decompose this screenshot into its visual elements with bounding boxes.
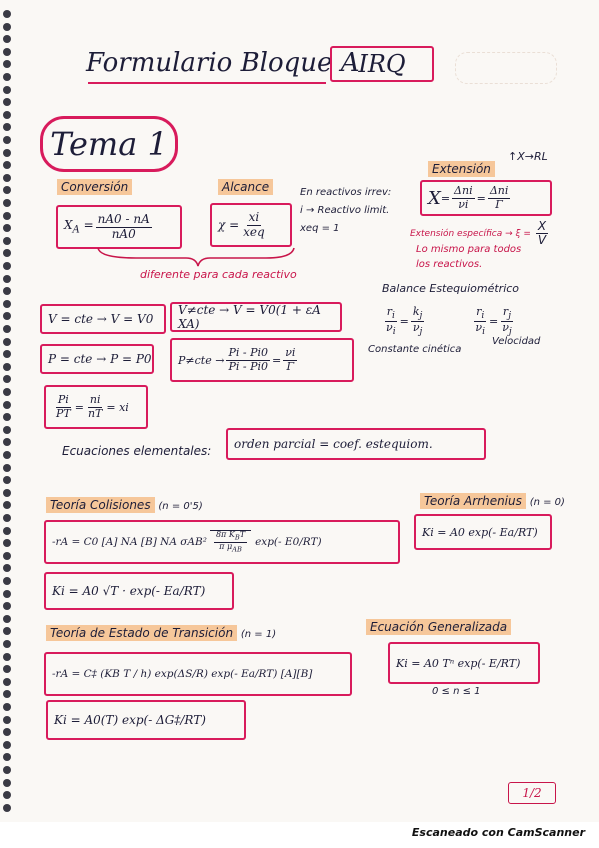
- underbrace: [96, 246, 296, 268]
- spiral-ring: [3, 123, 11, 131]
- pressure-const-text: P = cte → P = P0: [48, 352, 152, 366]
- spiral-ring: [3, 627, 11, 635]
- generalizada-box: [388, 642, 540, 684]
- conversion-denominator: nA0: [111, 226, 136, 241]
- spiral-ring: [3, 275, 11, 283]
- transicion-k-text: Ki = A0(T) exp(- ΔG‡/RT): [54, 713, 206, 727]
- tema-text: Tema 1: [50, 125, 168, 163]
- conversion-label: Conversión: [57, 180, 132, 194]
- title-underline: [88, 82, 326, 84]
- volume-var-box: [170, 302, 342, 332]
- arrhenius-label: Teoría Arrhenius (n = 0): [420, 494, 565, 508]
- alcance-label: Alcance: [218, 180, 273, 194]
- spiral-ring: [3, 501, 11, 509]
- balance-formulas: $\frac{r_i}{\nu_i}$ = $\frac{k_j}{\nu_j}$ $\frac{r_i}{\nu_i}$ = $\frac{r_j}{\nu_j}$: [386, 305, 512, 338]
- spiral-ring: [3, 741, 11, 749]
- conversion-box: $X_A$ = $\frac{nA0 - nA}{nA0}$: [56, 205, 182, 249]
- spiral-ring: [3, 287, 11, 295]
- tema-heading: [40, 116, 178, 172]
- page-title: [86, 48, 359, 78]
- balance-right-caption: Velocidad: [492, 336, 541, 347]
- alcance-numerator: xi: [248, 210, 260, 225]
- transicion-k-box: [46, 700, 246, 740]
- spiral-ring: [3, 653, 11, 661]
- balance-left-caption: Constante cinética: [368, 344, 462, 355]
- conversion-note: diferente para cada reactivo: [140, 268, 297, 281]
- colisiones-k-box: [44, 572, 234, 610]
- spiral-ring: [3, 564, 11, 572]
- volume-var-text: V≠cte → V = V0(1 + εA XA): [178, 303, 321, 331]
- extension-label: Extensión: [428, 162, 495, 176]
- irreversible-note: En reactivos irrev: i → Reactivo limit. xeq = 1: [300, 187, 392, 234]
- spiral-ring: [3, 539, 11, 547]
- spiral-ring: [3, 464, 11, 472]
- alcance-denominator: xeq: [243, 224, 265, 239]
- spiral-ring: [3, 791, 11, 799]
- spiral-ring: [3, 678, 11, 686]
- spiral-ring: [3, 716, 11, 724]
- arrhenius-k-text: Ki = A0 exp(- Ea/RT): [422, 525, 538, 539]
- pressure-const-box: [40, 344, 154, 374]
- spiral-ring: [3, 552, 11, 560]
- elementales-box: [226, 428, 486, 460]
- spiral-ring: [3, 86, 11, 94]
- spiral-ring: [3, 703, 11, 711]
- spiral-ring: [3, 514, 11, 522]
- spiral-ring: [3, 300, 11, 308]
- pressure-var-box: P≠cte → $\frac{Pi - Pi0}{Pi - Pi0}$ = $\frac{\nu i}{\Gamma}$: [170, 338, 354, 382]
- extension-specific: Extensión específica → ξ = $\frac{X}{V}$: [410, 219, 547, 248]
- spiral-ring: [3, 73, 11, 81]
- balance-title: Balance Estequiométrico: [382, 282, 520, 295]
- partial-box: $\frac{Pi}{PT}$ = $\frac{ni}{nT}$ = xi: [44, 385, 148, 429]
- spiral-ring: [3, 48, 11, 56]
- spiral-ring: [3, 451, 11, 459]
- spiral-ring: [3, 804, 11, 812]
- transicion-label: Teoría de Estado de Transición (n = 1): [46, 626, 276, 640]
- alcance-box: χ = $\frac{xi}{\text{xeq}}$: [210, 203, 292, 247]
- spiral-ring: [3, 186, 11, 194]
- spiral-ring: [3, 779, 11, 787]
- spiral-ring: [3, 325, 11, 333]
- spiral-ring: [3, 728, 11, 736]
- irq-box: [330, 46, 434, 82]
- page-number-box: [508, 782, 556, 804]
- spiral-ring: [3, 602, 11, 610]
- elementales-text: orden parcial = coef. estequiom.: [234, 437, 433, 451]
- spiral-ring: [3, 224, 11, 232]
- spiral-ring: [3, 10, 11, 18]
- spiral-ring: [3, 388, 11, 396]
- spiral-ring: [3, 690, 11, 698]
- extension-same-note: Lo mismo para todos los reactivos.: [416, 244, 522, 270]
- title-text: Formulario Bloque A: [86, 48, 360, 78]
- spiral-ring: [3, 753, 11, 761]
- spiral-ring: [3, 401, 11, 409]
- page-number: 1/2: [522, 786, 542, 800]
- spiral-ring: [3, 766, 11, 774]
- generalizada-label: Ecuación Generalizada: [366, 620, 511, 634]
- elementales-label: Ecuaciones elementales:: [62, 444, 212, 458]
- generalizada-k-text: Ki = A0 Tⁿ exp(- E/RT): [396, 656, 521, 670]
- spiral-ring: [3, 136, 11, 144]
- spiral-ring: [3, 615, 11, 623]
- spiral-ring: [3, 249, 11, 257]
- spiral-ring: [3, 111, 11, 119]
- spiral-ring: [3, 426, 11, 434]
- spiral-ring: [3, 149, 11, 157]
- spiral-ring: [3, 23, 11, 31]
- spiral-ring: [3, 363, 11, 371]
- spiral-ring: [3, 312, 11, 320]
- spiral-ring: [3, 413, 11, 421]
- conversion-numerator: nA0 - nA: [97, 212, 150, 227]
- spiral-ring: [3, 489, 11, 497]
- spiral-ring: [3, 590, 11, 598]
- spiral-ring: [3, 640, 11, 648]
- spiral-ring: [3, 438, 11, 446]
- extension-box: X = $\frac{\text{Δni}}{\nu i}$ = $\frac{\text{Δni}}{\Gamma}$: [420, 180, 552, 216]
- spiral-ring: [3, 262, 11, 270]
- spiral-ring: [3, 60, 11, 68]
- spiral-ring: [3, 338, 11, 346]
- spiral-ring: [3, 375, 11, 383]
- transicion-eq-text: -rA = C‡ (KB T / h) exp(ΔS/R) exp(- Ea/RT) [A][B]: [52, 668, 313, 680]
- spiral-ring: [3, 237, 11, 245]
- colisiones-k-text: Ki = A0 √T · exp(- Ea/RT): [52, 584, 206, 598]
- arrhenius-box: [414, 514, 552, 550]
- faint-stamp: [455, 52, 557, 84]
- colisiones-label: Teoría Colisiones (n = 0'5): [46, 498, 203, 512]
- colisiones-box: -rA = C0 [A] NA [B] NA σAB² $\frac{8\pi K_BT}{\pi \mu_{AB}}$ exp(- E0/RT): [44, 520, 400, 564]
- spiral-ring: [3, 174, 11, 182]
- generalizada-range: 0 ≤ n ≤ 1: [432, 686, 481, 697]
- spiral-ring: [3, 199, 11, 207]
- volume-const-box: [40, 304, 166, 334]
- spiral-ring: [3, 161, 11, 169]
- volume-const-text: V = cte → V = V0: [48, 312, 154, 326]
- spiral-ring: [3, 350, 11, 358]
- scanner-footer: [0, 822, 599, 848]
- transicion-box: [44, 652, 352, 696]
- spiral-ring: [3, 577, 11, 585]
- irq-text: IRQ: [358, 50, 406, 78]
- spiral-ring: [3, 98, 11, 106]
- scanner-watermark-text: Escaneado con CamScanner: [411, 826, 585, 839]
- spiral-ring: [3, 665, 11, 673]
- spiral-ring: [3, 35, 11, 43]
- spiral-ring: [3, 212, 11, 220]
- corner-note: ↑X→RL: [508, 150, 548, 163]
- spiral-ring: [3, 476, 11, 484]
- spiral-ring: [3, 527, 11, 535]
